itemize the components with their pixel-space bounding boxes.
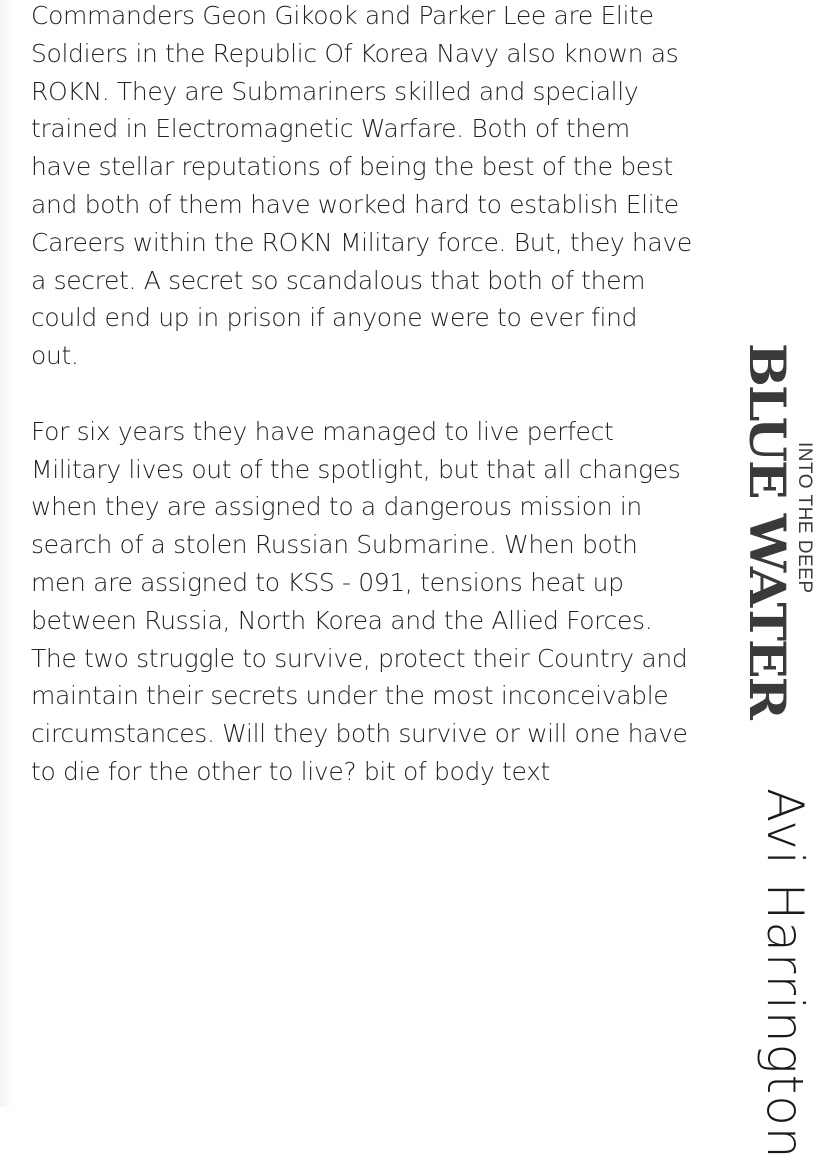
- book-blurb: [31, 0, 701, 829]
- spine-author: Avi Harrington: [756, 788, 814, 1159]
- spine-subtitle: INTO THE DEEP: [794, 442, 815, 594]
- blurb-paragraph-2: For six years they have managed to live perfect Military lives out of the spotlight, but that all changes when they are assigned to a dangerous mission in search of a stolen Russian Submarine. When both men are assigned to KSS - 091, tensions heat up between Russia, North Korea and the Allied Forces. The two struggle to survive, protect their Country and maintain their secrets under the most inconceivable circumstances. Will they both survive or will one have to die for the other to live? bit of body text: [31, 416, 688, 786]
- spine-title: BLUE WATER: [737, 343, 796, 718]
- page-edge-shadow: [0, 0, 14, 1107]
- blurb-paragraph-1: Commanders Geon Gikook and Parker Lee are Elite Soldiers in the Republic Of Korea Navy also known as ROKN. They are Submariners skilled and specially trained in Electromagnetic Warfare. Both of them have stellar reputations of being the best of the best and both of them have worked hard to establish Elite Careers within the ROKN Military force. But, they have a secret. A secret so scandalous that both of them could end up in prison if anyone were to ever find out.: [31, 1, 692, 371]
